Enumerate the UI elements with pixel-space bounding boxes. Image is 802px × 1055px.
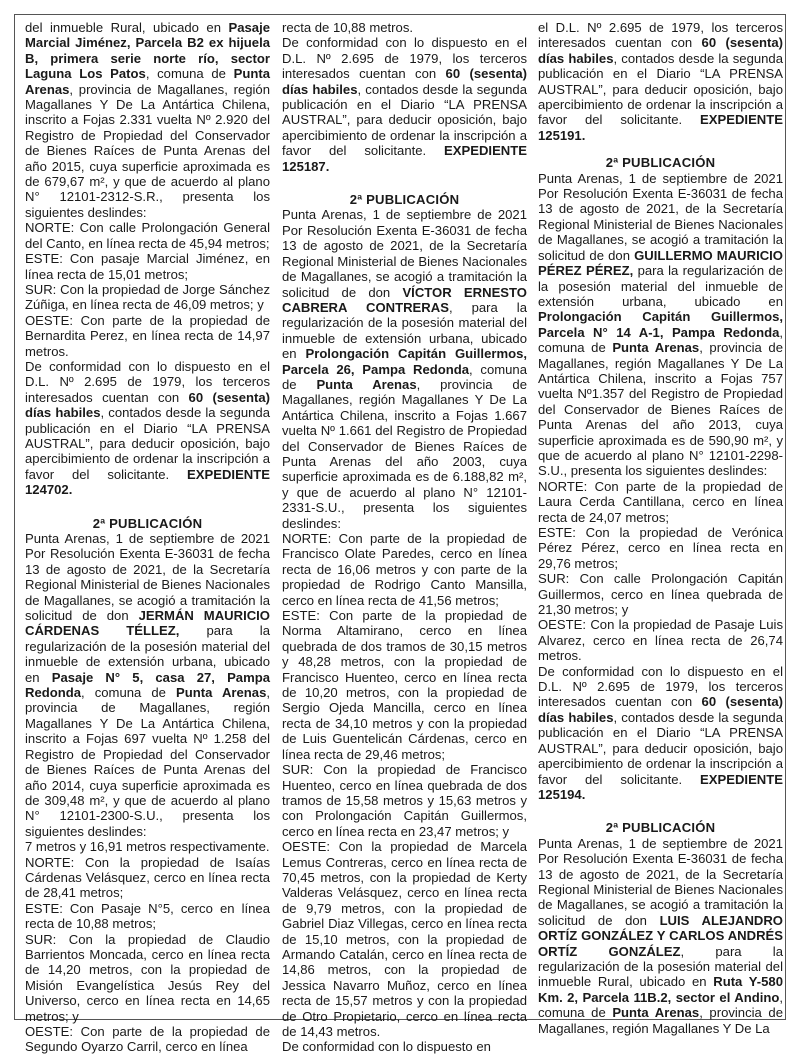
text-run: , para la regularización de la posesión material del inmueble de extensión urbana, ubicado en: [282, 299, 527, 362]
continued-text: De conformidad con lo dispuesto en: [282, 1039, 491, 1055]
bold-text: Punta Arenas: [612, 1005, 700, 1021]
text-run: , comuna de: [282, 361, 527, 392]
notice-paragraph: [538, 171, 783, 479]
notice-paragraph: [538, 664, 783, 803]
text-run: , contados desde la segunda publicación en el Diario “LA PRENSA AUSTRAL”, para deducir oposición, bajo apercibimiento de ordenar la inscripción a favor del solicitante.: [538, 50, 783, 128]
text-run: , provincia de Magallanes, región Magallanes Y De La Antártica Chilena, inscrito a Fojas 697 vuelta Nº 1.258 del Registro de Propiedad del Conservador de Bienes Raíces de Punta Arenas del año 2014, cuya superficie aproximada es de 309,48 m², y que de acuerdo al plano N° 12101-2300-S.U., presenta los siguientes deslindes:: [25, 685, 271, 839]
notice-paragraph: [538, 836, 783, 1036]
notice-paragraph: [25, 359, 270, 498]
bold-text: Prolongación Capitán Guillermos, Parcela 26, Pampa Redonda: [282, 346, 528, 377]
bold-text: GUILLERMO MAURICIO PÉREZ PÉREZ,: [538, 247, 783, 279]
text-run: del inmueble Rural, ubicado en: [25, 20, 229, 35]
boundary-line: OESTE: Con la propiedad de Marcela Lemus Contreras, cerco en línea recta de 70,45 metros, con la propiedad de Kerty Valderas Velásquez, cerco en línea recta de 9,79 metros, con la propiedad de Gabriel Diaz Villegas, cerco en línea recta de 15,10 metros, con la propiedad de Armando Catalán, cerco en línea recta de 14,86 metros, con la propiedad de Jessica Navarro Muñoz, cerco en línea recta de 15,57 metros y con la propiedad de Otro Propietario, cerco en línea recta de 14,43 metros.: [282, 839, 527, 1039]
text-run: , comuna de: [81, 685, 177, 701]
continued-text: recta de 10,88 metros.: [282, 20, 414, 35]
bold-text: 60 (sesenta) días habiles: [538, 35, 783, 66]
text-run: Punta Arenas, 1 de septiembre de 2021 Por Resolución Exenta E-36031 de fecha 13 de agosto de 2021, de la Secretaría Regional Ministerial de Bienes Nacionales de Magallanes, se acogió a tramitación la solicitud de don: [538, 835, 783, 928]
text-run: De conformidad con lo dispuesto en el D.L. Nº 2.695 de 1979, los terceros interesados cuentan con: [538, 663, 783, 710]
publication-heading: 2ª PUBLICACIÓN: [92, 515, 203, 531]
bold-text: Pasaje Marcial Jiménez, Parcela B2 ex hijuela B, primera serie norte río, sector Laguna Los Patos: [25, 20, 270, 82]
boundaries-list: [25, 839, 270, 1055]
text-run: Punta Arenas, 1 de septiembre de 2021 Por Resolución Exenta E-36031 de fecha 13 de agosto de 2021, de la Secretaría Regional Ministerial de Bienes Nacionales de Magallanes, se acogió a tramitación la solicitud de don: [538, 170, 783, 263]
bold-text: 60 (sesenta) días habiles: [282, 66, 527, 97]
publication-heading: 2ª PUBLICACIÓN: [349, 192, 460, 208]
boundary-line: ESTE: Con la propiedad de Verónica Pérez Pérez, cerco en línea recta en 29,76 metros;: [538, 525, 783, 571]
text-run: , provincia de Magallanes, región Magallanes Y De La Antártica Chilena, inscrito a Fojas 757 vuelta Nº1.357 del Registro de Propiedad del Conservador de Bienes Raíces de Punta Arenas del año 2013, cuya superficie aproximada es de 590,90 m², y que de acuerdo al plano N° 12101-2298-S.U., presenta los siguientes deslindes:: [538, 340, 783, 479]
text-run: , comuna de: [145, 66, 234, 82]
text-run: , para la regularización de la posesión material del inmueble Rural, ubicado en: [538, 943, 783, 990]
boundaries-list: [25, 220, 270, 359]
bold-text: Prolongación Capitán Guillermos, Parcela N° 14 A-1, Pampa Redonda: [538, 309, 783, 340]
text-run: , contados desde la segunda publicación en el Diario “LA PRENSA AUSTRAL”, para deducir oposición, bajo apercibimiento de ordenar la inscripción a favor del solicitante.: [282, 81, 527, 159]
column-2: [282, 20, 528, 1055]
bold-text: Punta Arenas: [316, 376, 417, 392]
publication-heading: 2ª PUBLICACIÓN: [605, 820, 716, 836]
boundary-line: 7 metros y 16,91 metros respectivamente.: [25, 839, 270, 855]
boundary-line: NORTE: Con parte de la propiedad de Francisco Olate Paredes, cerco en línea recta de 16,06 metros y con parte de la propiedad de Rodrigo Canto Mansilla, cerco en línea recta de 41,56 metros;: [282, 531, 527, 608]
boundary-line: NORTE: Con la propiedad de Isaías Cárdenas Velásquez, cerco en línea recta de 28,41 metros;: [25, 854, 270, 901]
notice-paragraph: [282, 207, 527, 531]
boundary-line: NORTE: Con calle Prolongación General del Canto, en línea recta de 45,94 metros;: [25, 220, 270, 251]
boundary-line: SUR: Con la propiedad de Francisco Huenteo, cerco en línea quebrada de dos tramos de 15,58 metros y 15,63 metros y con Prolongación Capitán Guillermos, cerco en línea recta en 23,47 metros; y: [282, 762, 527, 839]
boundary-line: ESTE: Con parte de la propiedad de Norma Altamirano, cerco en línea quebrada de dos tramos de 30,15 metros y 48,28 metros, con la propiedad de Francisco Huenteo, cerco en línea recta de 10,20 metros, con la propiedad de Sergio Ojeda Mancilla, cerco en línea recta de 34,10 metros y con la propiedad de Luis Guentelicán Cárdenas, cerco en línea recta de 29,46 metros;: [282, 608, 527, 762]
notice-paragraph: [25, 20, 270, 220]
column-1: [25, 20, 271, 1055]
text-run: el D.L. Nº 2.695 de 1979, los terceros interesados cuentan con: [538, 20, 783, 51]
notice-paragraph: [25, 531, 270, 839]
boundary-line: ESTE: Con pasaje Marcial Jiménez, en línea recta de 15,01 metros;: [25, 251, 270, 282]
bold-text: EXPEDIENTE 125194.: [538, 771, 783, 802]
text-run: , provincia de Magallanes, región Magallanes Y De La: [538, 1005, 783, 1036]
notice-paragraph: [282, 35, 527, 174]
bold-text: Ruta Y-580 Km. 2, Parcela 11B.2, sector el Andino: [538, 974, 783, 1005]
bold-text: Punta Arenas: [25, 66, 270, 97]
text-run: para la regularización de la posesión material del inmueble de extensión urbana, ubicado en: [25, 623, 270, 685]
boundary-line: ESTE: Con Pasaje N°5, cerco en línea recta de 10,88 metros;: [25, 900, 270, 932]
publication-heading: 2ª PUBLICACIÓN: [605, 155, 716, 171]
boundary-line: OESTE: Con parte de la propiedad de Bernardita Perez, en línea recta de 14,97 metros.: [25, 312, 270, 359]
bold-text: Pasaje N° 5, casa 27, Pampa Redonda: [25, 669, 271, 701]
notice-paragraph: [538, 20, 783, 143]
text-run: , comuna de: [538, 989, 783, 1021]
bold-text: EXPEDIENTE 124702.: [25, 466, 270, 498]
boundaries-list: [538, 479, 783, 664]
bold-text: 60 (sesenta) días habiles: [538, 694, 783, 725]
text-run: , provincia de Magallanes, región Magallanes Y De La Antártica Chilena, inscrito a Fojas 2.331 vuelta Nº 2.920 del Registro de Propiedad del Conservador de Bienes Raíces de Punta Arenas del año 2015, cuya superficie aproximada es de 679,67 m², y que de acuerdo al plano N° 12101-2312-S.R., presenta los siguientes deslindes:: [25, 81, 270, 220]
text-run: , contados desde la segunda publicación en el Diario “LA PRENSA AUSTRAL”, para deducir oposición, bajo apercibimiento de ordenar la inscripción a favor del solicitante.: [25, 405, 270, 482]
text-run: Punta Arenas, 1 de septiembre de 2021 Por Resolución Exenta E-36031 de fecha 13 de agosto de 2021, de la Secretaría Regional Ministerial de Bienes Nacionales de Magallanes, se acogió a tramitación la solicitud de don: [282, 207, 527, 300]
boundary-line: SUR: Con calle Prolongación Capitán Guillermos, cerco en línea quebrada de 21,30 metros; y: [538, 571, 783, 618]
text-run: , comuna de: [538, 324, 783, 356]
boundaries-list: [282, 531, 527, 1039]
boundary-line: SUR: Con la propiedad de Jorge Sánchez Zúñiga, en línea recta de 46,09 metros; y: [25, 281, 270, 313]
bold-text: LUIS ALEJANDRO ORTÍZ GONZÁLEZ Y CARLOS ANDRÉS ORTÍZ GONZÁLEZ: [538, 912, 783, 959]
boundary-line: SUR: Con la propiedad de Claudio Barrientos Moncada, cerco en línea recta de 14,20 metros, con la propiedad de Misión Evangelística Jesús Rey del Universo, cerco en línea recta en 14,65 metros; y: [25, 931, 270, 1024]
bold-text: JERMÁN MAURICIO CÁRDENAS TÉLLEZ,: [25, 608, 270, 639]
text-run: De conformidad con lo dispuesto en el D.L. Nº 2.695 de 1979, los terceros interesados cuentan con: [282, 35, 527, 82]
column-3: [538, 20, 783, 1036]
boundary-line: OESTE: Con la propiedad de Pasaje Luis Alvarez, cerco en línea recta de 26,74 metros.: [538, 617, 783, 664]
bold-text: Punta Arenas: [176, 685, 267, 701]
bold-text: EXPEDIENTE 125191.: [538, 112, 783, 143]
boundary-line: NORTE: Con parte de la propiedad de Laura Cerda Cantillana, cerco en línea recta de 24,07 metros;: [538, 478, 783, 525]
boundary-line: OESTE: Con parte de la propiedad de Segundo Oyarzo Carril, cerco en línea: [25, 1024, 270, 1055]
bold-text: VÍCTOR ERNESTO CABRERA CONTRERAS: [282, 284, 527, 315]
text-run: , contados desde la segunda publicación en el Diario “LA PRENSA AUSTRAL”, para deducir oposición, bajo apercibimiento de ordenar la inscripción a favor del solicitante.: [538, 709, 783, 787]
text-run: De conformidad con lo dispuesto en el D.L. Nº 2.695 de 1979, los terceros interesados cuentan con: [25, 358, 270, 405]
bold-text: 60 (sesenta) días habiles: [25, 389, 270, 421]
text-run: Punta Arenas, 1 de septiembre de 2021 Por Resolución Exenta E-36031 de fecha 13 de agosto de 2021, de la Secretaría Regional Ministerial de Bienes Nacionales de Magallanes, se acogió a tramitación la solicitud de don: [25, 531, 270, 624]
text-run: , provincia de Magallanes, región Magallanes Y De La Antártica Chilena, inscrito a Fojas 1.667 vuelta Nº 1.661 del Registro de Propiedad del Conservador de Bienes Raíces de Punta Arenas del año 2003, cuya superficie aproximada es de 6.188,82 m², y que de acuerdo al plano N° 12101-2331-S.U., presenta los siguientes deslindes:: [282, 376, 527, 531]
bold-text: EXPEDIENTE 125187.: [282, 143, 527, 174]
bold-text: Punta Arenas: [612, 340, 700, 356]
text-run: para la regularización de la posesión material del inmueble de extensión urbana, ubicado en: [538, 263, 783, 309]
